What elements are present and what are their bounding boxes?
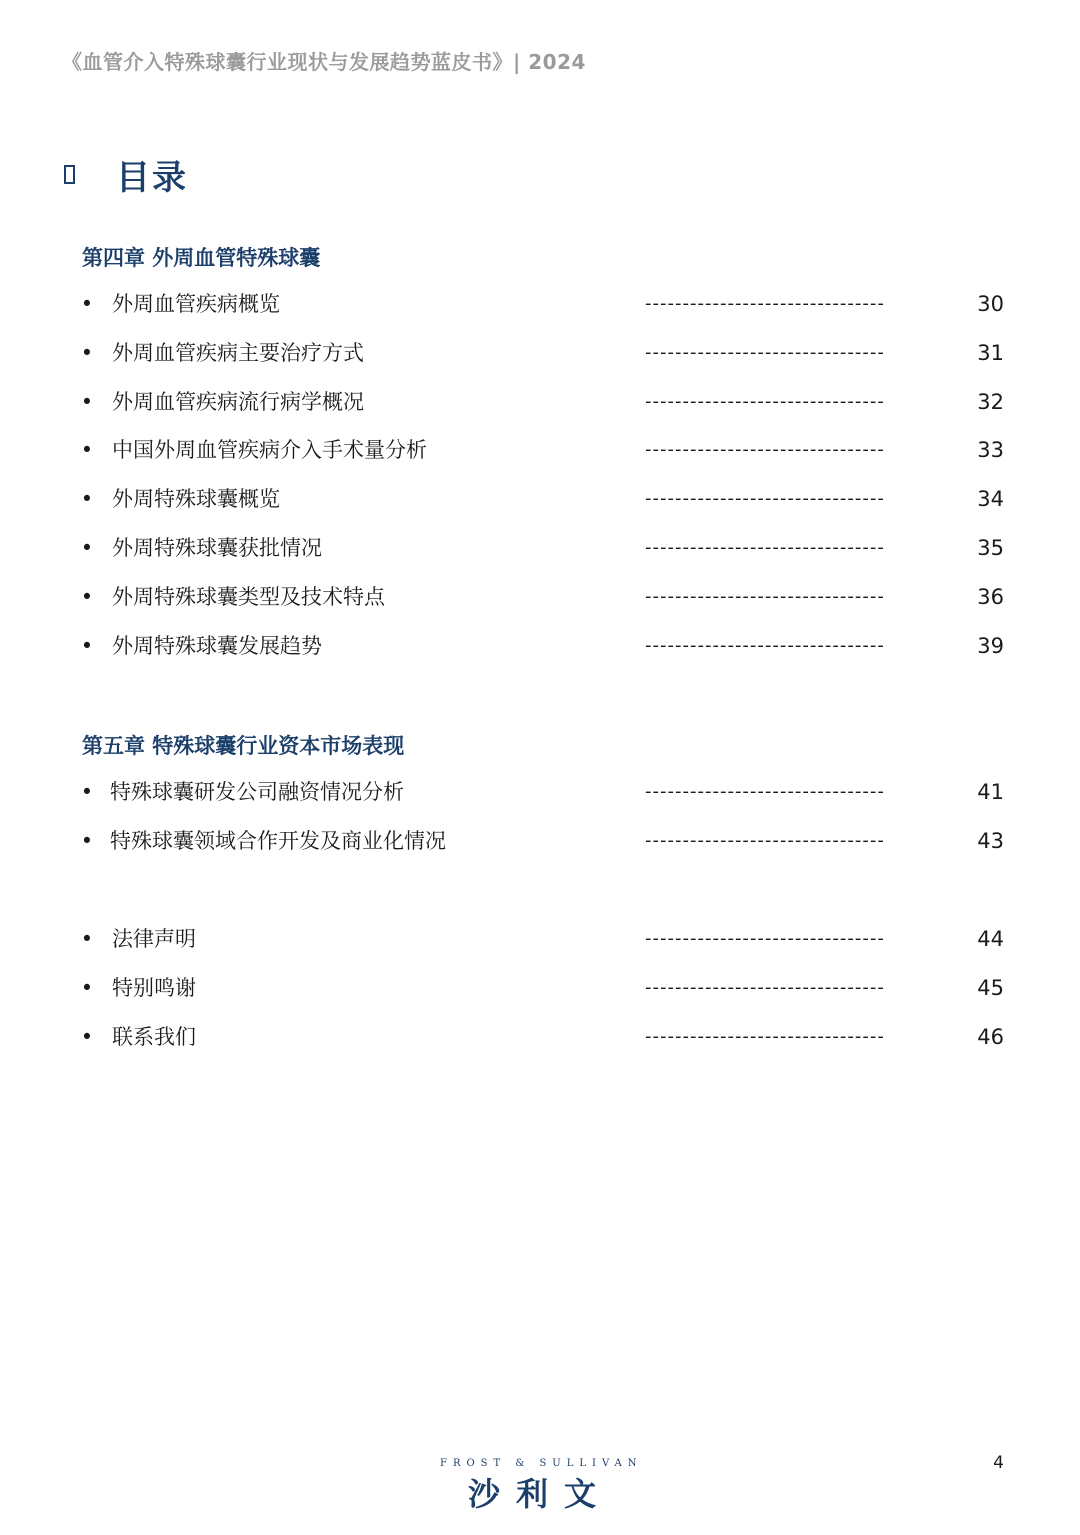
bullet-icon: • bbox=[80, 292, 94, 316]
toc-item[interactable] bbox=[80, 483, 1004, 515]
toc-item-label: 法律声明 bbox=[112, 927, 196, 951]
toc-item-label: 外周特殊球囊类型及技术特点 bbox=[112, 585, 385, 609]
bullet-icon: • bbox=[80, 390, 94, 414]
bullet-icon: • bbox=[80, 976, 94, 1000]
leader-dashes: -------------------------------- bbox=[645, 977, 885, 998]
toc-item-page: 44 bbox=[977, 927, 1004, 951]
toc-item[interactable] bbox=[80, 337, 1004, 369]
toc-item[interactable] bbox=[80, 434, 1004, 466]
toc-item[interactable] bbox=[80, 776, 1004, 808]
square-icon bbox=[64, 165, 75, 184]
toc-item-page: 30 bbox=[977, 292, 1004, 316]
bullet-icon: • bbox=[80, 341, 94, 365]
leader-dashes: -------------------------------- bbox=[645, 439, 885, 460]
toc-item[interactable] bbox=[80, 532, 1004, 564]
document-header-title: 《血管介入特殊球囊行业现状与发展趋势蓝皮书》| 2024 bbox=[62, 50, 586, 74]
leader-dashes: -------------------------------- bbox=[645, 928, 885, 949]
leader-dashes: -------------------------------- bbox=[645, 293, 885, 314]
toc-item-page: 46 bbox=[977, 1025, 1004, 1049]
toc-item-page: 43 bbox=[977, 829, 1004, 853]
toc-item-page: 36 bbox=[977, 585, 1004, 609]
page-number: 4 bbox=[993, 1453, 1004, 1473]
toc-item-label: 特殊球囊研发公司融资情况分析 bbox=[110, 780, 404, 804]
chapter-title-5: 第五章 特殊球囊行业资本市场表现 bbox=[82, 734, 405, 758]
toc-item-label: 中国外周血管疾病介入手术量分析 bbox=[112, 438, 427, 462]
leader-dashes: -------------------------------- bbox=[645, 830, 885, 851]
toc-item-page: 34 bbox=[977, 487, 1004, 511]
leader-dashes: -------------------------------- bbox=[645, 342, 885, 363]
toc-item-page: 32 bbox=[977, 390, 1004, 414]
leader-dashes: -------------------------------- bbox=[645, 635, 885, 656]
toc-item-page: 31 bbox=[977, 341, 1004, 365]
toc-item-label: 联系我们 bbox=[112, 1025, 196, 1049]
toc-item-page: 39 bbox=[977, 634, 1004, 658]
toc-item-label: 特殊球囊领域合作开发及商业化情况 bbox=[110, 829, 446, 853]
toc-item-label: 外周特殊球囊概览 bbox=[112, 487, 280, 511]
toc-item-label: 外周特殊球囊获批情况 bbox=[112, 536, 322, 560]
toc-item[interactable] bbox=[80, 972, 1004, 1004]
toc-item-label: 外周血管疾病主要治疗方式 bbox=[112, 341, 364, 365]
bullet-icon: • bbox=[80, 536, 94, 560]
toc-item[interactable] bbox=[80, 288, 1004, 320]
toc-item-page: 35 bbox=[977, 536, 1004, 560]
leader-dashes: -------------------------------- bbox=[645, 586, 885, 607]
bullet-icon: • bbox=[80, 438, 94, 462]
toc-item-page: 41 bbox=[977, 780, 1004, 804]
toc-item[interactable] bbox=[80, 386, 1004, 418]
toc-item-label: 外周特殊球囊发展趋势 bbox=[112, 634, 322, 658]
bullet-icon: • bbox=[80, 1025, 94, 1049]
leader-dashes: -------------------------------- bbox=[645, 1026, 885, 1047]
toc-item-page: 45 bbox=[977, 976, 1004, 1000]
toc-heading bbox=[62, 150, 188, 199]
bullet-icon: • bbox=[80, 634, 94, 658]
toc-item[interactable] bbox=[80, 630, 1004, 662]
bullet-icon: • bbox=[80, 927, 94, 951]
toc-item[interactable] bbox=[80, 581, 1004, 613]
leader-dashes: -------------------------------- bbox=[645, 488, 885, 509]
chapter-title-4: 第四章 外周血管特殊球囊 bbox=[82, 246, 321, 270]
leader-dashes: -------------------------------- bbox=[645, 781, 885, 802]
toc-item-label: 特别鸣谢 bbox=[112, 976, 196, 1000]
bullet-icon: • bbox=[80, 585, 94, 609]
bullet-icon: • bbox=[80, 829, 94, 853]
leader-dashes: -------------------------------- bbox=[645, 391, 885, 412]
toc-item-label: 外周血管疾病流行病学概况 bbox=[112, 390, 364, 414]
toc-item[interactable] bbox=[80, 923, 1004, 955]
toc-item[interactable] bbox=[80, 1021, 1004, 1053]
logo-chinese: 沙利文 bbox=[467, 1475, 612, 1513]
toc-title: 目录 bbox=[116, 158, 188, 198]
leader-dashes: -------------------------------- bbox=[645, 537, 885, 558]
toc-item[interactable] bbox=[80, 825, 1004, 857]
frost-sullivan-logo bbox=[440, 1458, 643, 1515]
logo-english: FROST & SULLIVAN bbox=[440, 1458, 643, 1469]
bullet-icon: • bbox=[80, 780, 94, 804]
bullet-icon: • bbox=[80, 487, 94, 511]
toc-item-page: 33 bbox=[977, 438, 1004, 462]
toc-item-label: 外周血管疾病概览 bbox=[112, 292, 280, 316]
